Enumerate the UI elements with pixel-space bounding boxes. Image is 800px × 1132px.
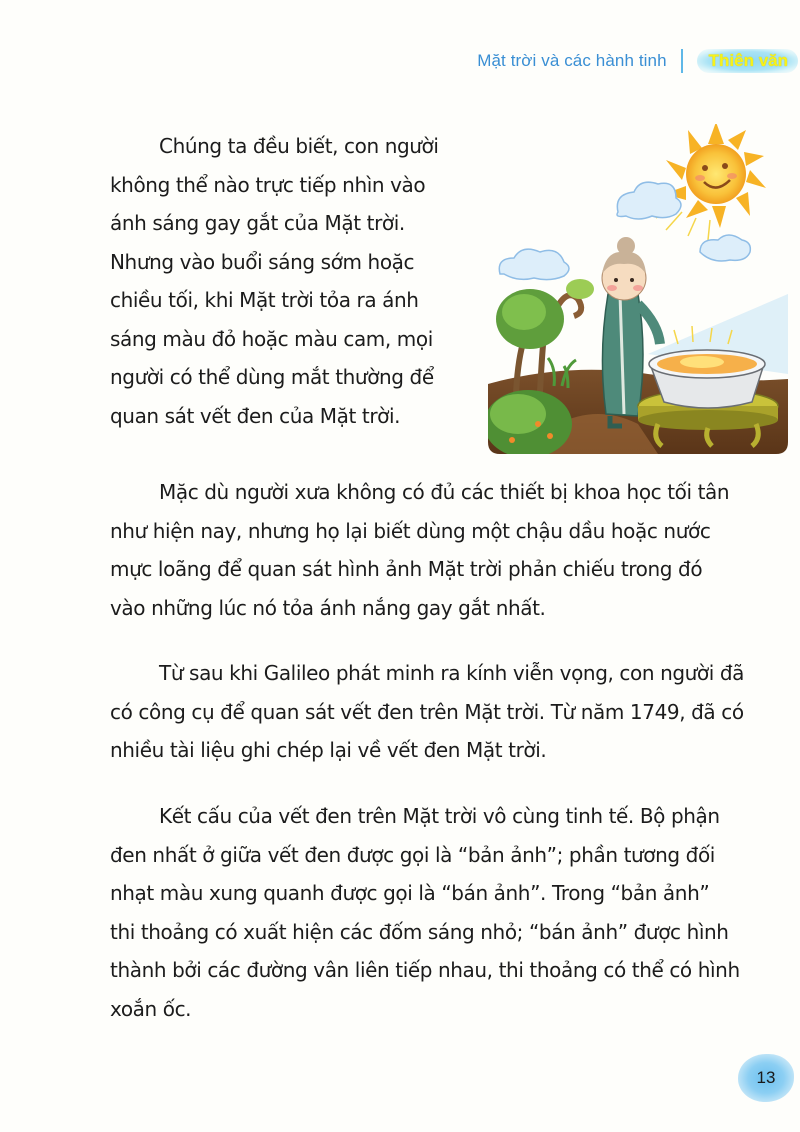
text-line: nhạt màu xung quanh được gọi là “bán ảnh”. Trong “bản ảnh” — [110, 881, 710, 905]
text-line: mực loãng để quan sát hình ảnh Mặt trời phản chiếu trong đó — [110, 557, 703, 581]
text-line: Từ sau khi Galileo phát minh ra kính viễn vọng, con người đã — [159, 661, 745, 685]
page-number: 13 — [756, 1068, 776, 1087]
paragraph-1 — [110, 127, 455, 435]
text-line: Kết cấu của vết đen trên Mặt trời vô cùng tinh tế. Bộ phận — [159, 804, 720, 828]
text-line: quan sát vết đen của Mặt trời. — [110, 403, 401, 428]
category-badge: Thiên văn — [697, 49, 798, 73]
paragraph-2 — [110, 473, 790, 627]
running-header — [477, 46, 800, 76]
illustration — [488, 124, 788, 454]
text-line: chiều tối, khi Mặt trời tỏa ra ánh — [110, 288, 419, 312]
text-line: ánh sáng gay gắt của Mặt trời. — [110, 211, 405, 235]
text-line: có công cụ để quan sát vết đen trên Mặt trời. Từ năm 1749, đã có — [110, 699, 744, 724]
header-divider — [681, 49, 683, 73]
text-line: Mặc dù người xưa không có đủ các thiết bị khoa học tối tân — [159, 480, 730, 504]
paragraph-4 — [110, 797, 790, 1028]
text-line: thi thoảng có xuất hiện các đốm sáng nhỏ; “bán ảnh” được hình — [110, 919, 729, 944]
paragraph-3 — [110, 654, 790, 770]
sun-icon — [656, 124, 766, 240]
text-line: nhiều tài liệu ghi chép lại về vết đen Mặt trời. — [110, 738, 547, 762]
text-line: vào những lúc nó tỏa ánh nắng gay gắt nhất. — [110, 595, 546, 620]
text-line: thành bởi các đường vân liên tiếp nhau, thi thoảng có thể có hình — [110, 958, 740, 982]
illustration-svg — [488, 124, 788, 454]
text-line: đen nhất ở giữa vết đen được gọi là “bản ảnh”; phần tương đối — [110, 842, 715, 867]
section-title: Mặt trời và các hành tinh — [477, 51, 667, 70]
text-line: như hiện nay, nhưng họ lại biết dùng một chậu dầu hoặc nước — [110, 518, 711, 543]
text-line: xoắn ốc. — [110, 996, 192, 1021]
text-line: sáng màu đỏ hoặc màu cam, mọi — [110, 326, 433, 351]
page-number-badge — [738, 1054, 794, 1102]
text-line: không thể nào trực tiếp nhìn vào — [110, 172, 426, 197]
text-line: Nhưng vào buổi sáng sớm hoặc — [110, 249, 415, 274]
text-line: người có thể dùng mắt thường để — [110, 365, 434, 389]
text-line: Chúng ta đều biết, con người — [159, 134, 439, 158]
